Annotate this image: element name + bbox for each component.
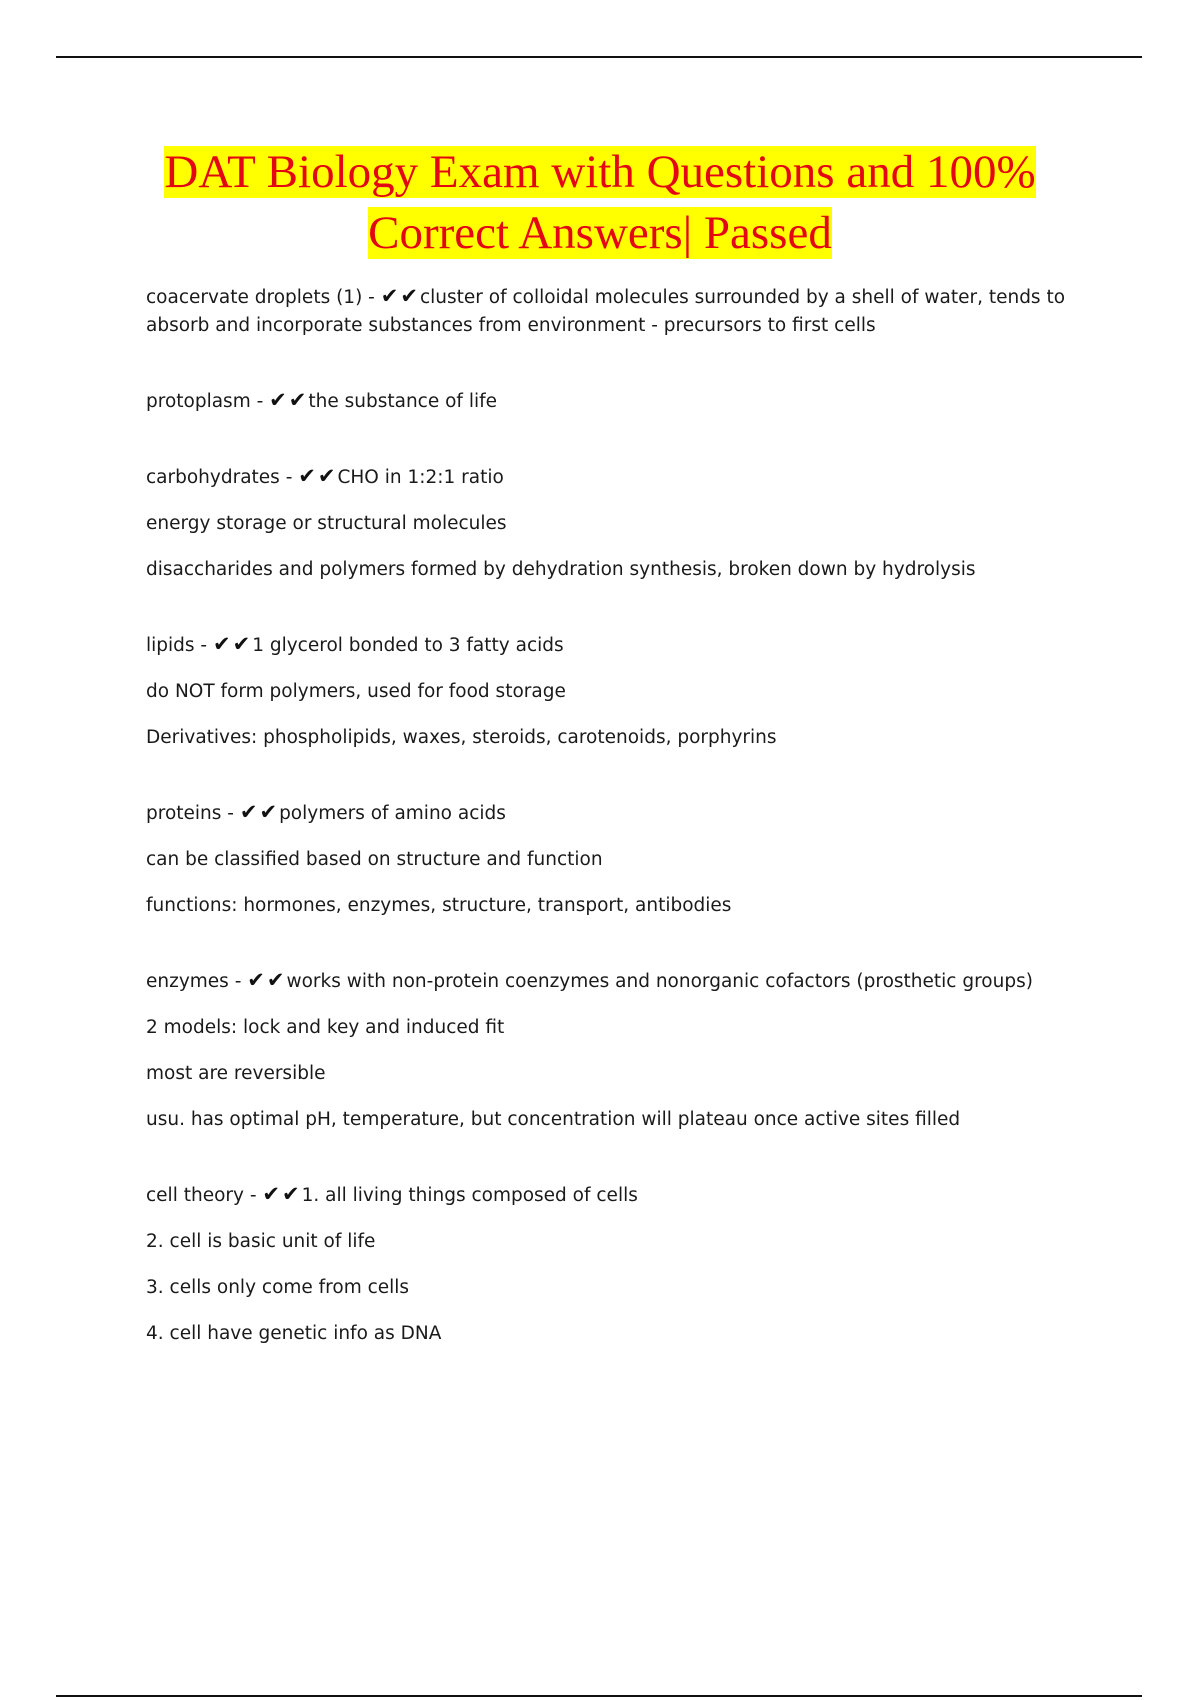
qa-answer: cluster of colloidal molecules surrounded by a shell of water, tends to absorb and incorporate substances from environment - precursors to first cells bbox=[146, 287, 1066, 336]
qa-answer-detail: 2 models: lock and key and induced fit bbox=[146, 1017, 505, 1038]
qa-entry bbox=[146, 798, 1066, 920]
qa-question-line bbox=[146, 282, 1066, 340]
qa-term: enzymes bbox=[146, 971, 229, 992]
check-mark-icon: ✔ bbox=[380, 284, 399, 308]
check-mark-icon: ✔ bbox=[212, 632, 231, 656]
check-mark-icon: ✔ bbox=[239, 800, 258, 824]
qa-term: carbohydrates bbox=[146, 467, 280, 488]
qa-answer: 1. all living things composed of cells bbox=[301, 1185, 638, 1206]
check-mark-icon: ✔ bbox=[259, 800, 278, 824]
check-mark-icon: ✔ bbox=[400, 284, 418, 308]
qa-separator: - bbox=[228, 971, 248, 992]
qa-answer-detail: energy storage or structural molecules bbox=[146, 513, 507, 534]
qa-answer-detail: 2. cell is basic unit of life bbox=[146, 1231, 376, 1252]
qa-answer-detail: functions: hormones, enzymes, structure, transport, antibodies bbox=[146, 895, 732, 916]
qa-answer-detail: 3. cells only come from cells bbox=[146, 1277, 410, 1298]
check-mark-icon: ✔ bbox=[232, 632, 251, 656]
qa-entry bbox=[146, 282, 1066, 340]
check-mark-icon: ✔ bbox=[317, 464, 336, 488]
bottom-rule bbox=[56, 1695, 1142, 1697]
qa-separator: - bbox=[194, 635, 213, 656]
check-mark-icon: ✔ bbox=[282, 1182, 300, 1206]
qa-answer-detail: 4. cell have genetic info as DNA bbox=[146, 1323, 442, 1344]
qa-entry bbox=[146, 462, 1066, 584]
check-mark-icon: ✔ bbox=[288, 388, 307, 412]
qa-answer: the substance of life bbox=[308, 391, 497, 412]
check-mark-icon: ✔ bbox=[269, 388, 287, 412]
top-rule bbox=[56, 56, 1142, 58]
qa-term: coacervate droplets (1) bbox=[146, 287, 363, 308]
qa-answer: polymers of amino acids bbox=[279, 803, 506, 824]
qa-term: proteins bbox=[146, 803, 222, 824]
qa-separator: - bbox=[250, 391, 270, 412]
qa-question-line bbox=[146, 798, 1066, 828]
qa-answer: CHO in 1:2:1 ratio bbox=[337, 467, 504, 488]
qa-list bbox=[146, 282, 1066, 1394]
document-title bbox=[100, 142, 1100, 264]
qa-separator: - bbox=[279, 467, 299, 488]
qa-answer-detail: most are reversible bbox=[146, 1063, 326, 1084]
qa-separator: - bbox=[221, 803, 240, 824]
qa-term: cell theory bbox=[146, 1185, 244, 1206]
qa-question-line bbox=[146, 1180, 1066, 1210]
check-mark-icon: ✔ bbox=[262, 1182, 280, 1206]
check-mark-icon: ✔ bbox=[247, 968, 265, 992]
qa-answer-detail: disaccharides and polymers formed by dehydration synthesis, broken down by hydrolysis bbox=[146, 559, 976, 580]
qa-separator: - bbox=[243, 1185, 263, 1206]
qa-question-line bbox=[146, 386, 1066, 416]
qa-question-line bbox=[146, 462, 1066, 492]
qa-answer: 1 glycerol bonded to 3 fatty acids bbox=[252, 635, 564, 656]
qa-entry bbox=[146, 1180, 1066, 1348]
qa-answer-detail: can be classified based on structure and function bbox=[146, 849, 603, 870]
qa-separator: - bbox=[362, 287, 381, 308]
qa-answer-detail: usu. has optimal pH, temperature, but concentration will plateau once active sites filled bbox=[146, 1109, 961, 1130]
qa-entry bbox=[146, 630, 1066, 752]
document-title-text: DAT Biology Exam with Questions and 100% Correct Answers| Passed bbox=[164, 146, 1036, 259]
qa-answer-detail: do NOT form polymers, used for food storage bbox=[146, 681, 566, 702]
qa-question-line bbox=[146, 966, 1066, 996]
qa-answer-detail: Derivatives: phospholipids, waxes, steroids, carotenoids, porphyrins bbox=[146, 727, 777, 748]
qa-term: protoplasm bbox=[146, 391, 251, 412]
qa-entry bbox=[146, 966, 1066, 1134]
check-mark-icon: ✔ bbox=[298, 464, 316, 488]
qa-term: lipids bbox=[146, 635, 195, 656]
qa-entry bbox=[146, 386, 1066, 416]
qa-answer: works with non-protein coenzymes and nonorganic cofactors (prosthetic groups) bbox=[286, 971, 1033, 992]
check-mark-icon: ✔ bbox=[266, 968, 285, 992]
qa-question-line bbox=[146, 630, 1066, 660]
